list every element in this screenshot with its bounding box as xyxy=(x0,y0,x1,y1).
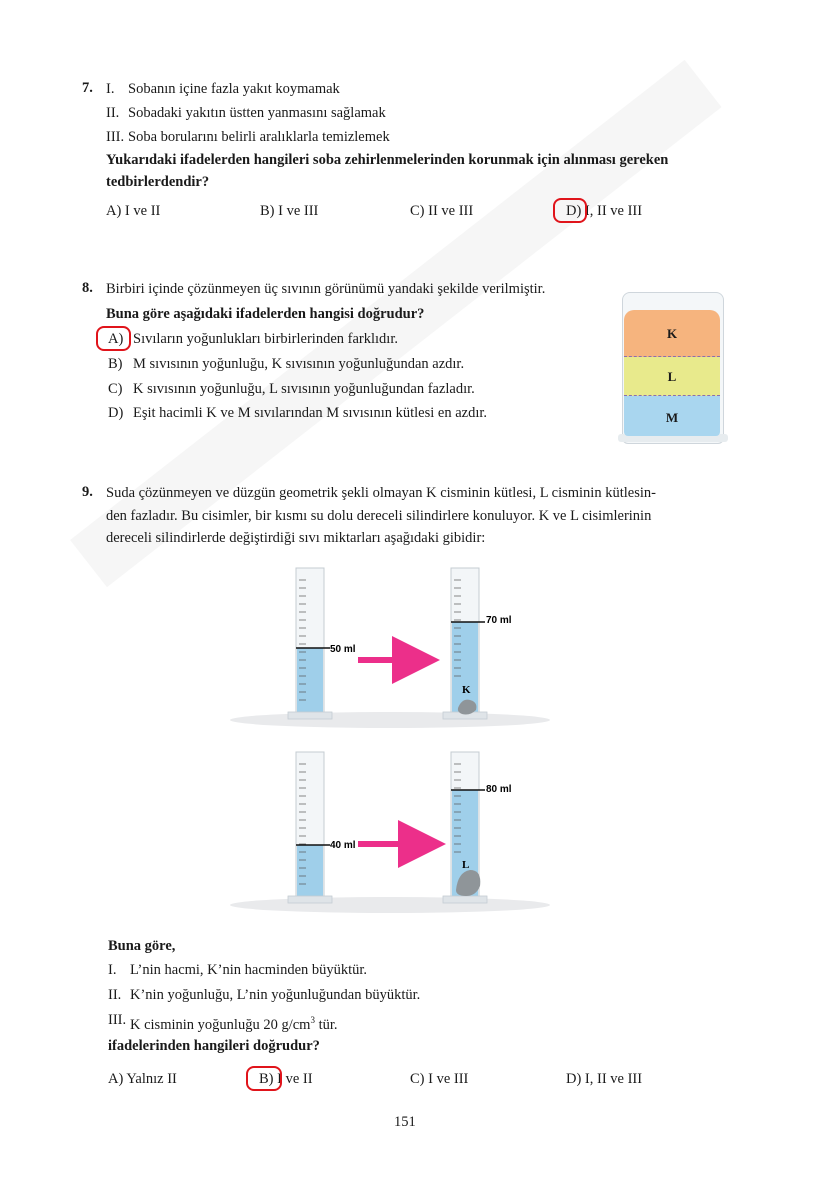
question-intro: Birbiri içinde çözünmeyen üç sıvının görünümü yandaki şekilde verilmiştir. xyxy=(106,281,546,297)
question-intro: den fazladır. Bu cisimler, bir kısmı su dolu dereceli silindirlere konuluyor. K ve L cisimlerinin xyxy=(106,508,652,524)
superscript: 3 xyxy=(310,1015,315,1025)
layer-label-l: L xyxy=(667,369,677,384)
option-c-text[interactable]: K sıvısının yoğunluğu, L sıvısının yoğunluğundan fazladır. xyxy=(133,381,475,397)
object-label-k: K xyxy=(462,684,471,696)
statement-text: Sobanın içine fazla yakıt koymamak xyxy=(128,81,340,97)
option-d[interactable]: D) I, II ve III xyxy=(566,1071,643,1087)
option-d[interactable]: D) I, II ve III xyxy=(566,203,643,219)
cylinder-before-k xyxy=(288,568,332,719)
answer-mark-circle xyxy=(246,1066,282,1091)
option-a[interactable]: A) I ve II xyxy=(106,203,161,219)
cylinder-before-l xyxy=(288,752,332,903)
answer-mark-circle xyxy=(96,326,131,351)
liquid-layer-m xyxy=(624,396,720,436)
statements-lead: Buna göre, xyxy=(108,938,176,954)
option-b-letter[interactable]: B) xyxy=(108,356,123,372)
layer-label-k: K xyxy=(666,326,678,341)
bottom-row xyxy=(230,752,550,913)
statement-text-part: K cisminin yoğunluğu 20 g/cm xyxy=(130,1016,311,1033)
object-label-l: L xyxy=(462,859,470,871)
level-label-before: 40 ml xyxy=(330,840,356,851)
level-label-after: 70 ml xyxy=(486,615,512,626)
statement-roman: II. xyxy=(108,987,122,1003)
option-d-text[interactable]: Eşit hacimli K ve M sıvılarından M sıvısının kütlesi en azdır. xyxy=(133,405,487,421)
statement-roman: III. xyxy=(108,1012,127,1028)
statement-text-part: tür. xyxy=(314,1016,338,1033)
page-number: 151 xyxy=(394,1114,416,1130)
statement-text: Sobadaki yakıtın üstten yanmasını sağlamak xyxy=(128,105,386,121)
layered-liquid-beaker xyxy=(620,292,726,446)
cylinder-after-k xyxy=(443,568,487,719)
question-text: ifadelerinden hangileri doğrudur? xyxy=(108,1038,320,1054)
statement-roman: III. xyxy=(106,129,125,145)
layer-label-m: M xyxy=(665,410,679,425)
statement-roman: II. xyxy=(106,105,120,121)
option-b[interactable]: B) I ve II xyxy=(259,1071,313,1087)
liquid-layer-k xyxy=(624,310,720,357)
option-a-text[interactable]: Sıvıların yoğunlukları birbirlerinden farklıdır. xyxy=(133,331,398,347)
option-c[interactable]: C) I ve III xyxy=(410,1071,469,1087)
level-label-before: 50 ml xyxy=(330,644,356,655)
question-number: 8. xyxy=(82,280,93,296)
option-c-letter[interactable]: C) xyxy=(108,381,123,397)
question-text: tedbirlerdendir? xyxy=(106,174,210,190)
statement-text: L’nin hacmi, K’nin hacminden büyüktür. xyxy=(130,962,368,978)
option-b[interactable]: B) I ve III xyxy=(260,203,319,219)
option-a[interactable]: A) Yalnız II xyxy=(108,1071,177,1087)
question-intro: Suda çözünmeyen ve düzgün geometrik şekli olmayan K cisminin kütlesi, L cisminin kütlesin- xyxy=(106,485,656,501)
question-number: 7. xyxy=(82,80,93,96)
cylinder-after-l xyxy=(443,752,487,903)
option-a-letter[interactable]: A) xyxy=(108,331,124,347)
answer-mark-circle xyxy=(553,198,587,223)
statement-roman: I. xyxy=(108,962,117,978)
question-intro: dereceli silindirlerde değiştirdiği sıvı miktarları aşağıdaki gibidir: xyxy=(106,530,486,546)
question-text: Yukarıdaki ifadelerden hangileri soba zehirlenmelerinden korunmak için alınması gereken xyxy=(106,152,669,168)
graduated-cylinders-figure xyxy=(230,560,555,920)
liquid-layer-l xyxy=(624,357,720,396)
shelf xyxy=(230,712,550,728)
statement-text: Soba borularını belirli aralıklarla temizlemek xyxy=(128,129,390,145)
shelf xyxy=(230,897,550,913)
question-number: 9. xyxy=(82,484,93,500)
option-b-text[interactable]: M sıvısının yoğunluğu, K sıvısının yoğunluğundan azdır. xyxy=(133,356,465,372)
option-d-letter[interactable]: D) xyxy=(108,405,124,421)
statement-text: K’nin yoğunluğu, L’nin yoğunluğundan büyüktür. xyxy=(130,987,421,1003)
question-text: Buna göre aşağıdaki ifadelerden hangisi doğrudur? xyxy=(106,306,425,322)
statement-roman: I. xyxy=(106,81,115,97)
statement-text xyxy=(130,1011,338,1034)
option-c[interactable]: C) II ve III xyxy=(410,203,474,219)
top-row xyxy=(230,568,550,728)
level-label-after: 80 ml xyxy=(486,784,512,795)
